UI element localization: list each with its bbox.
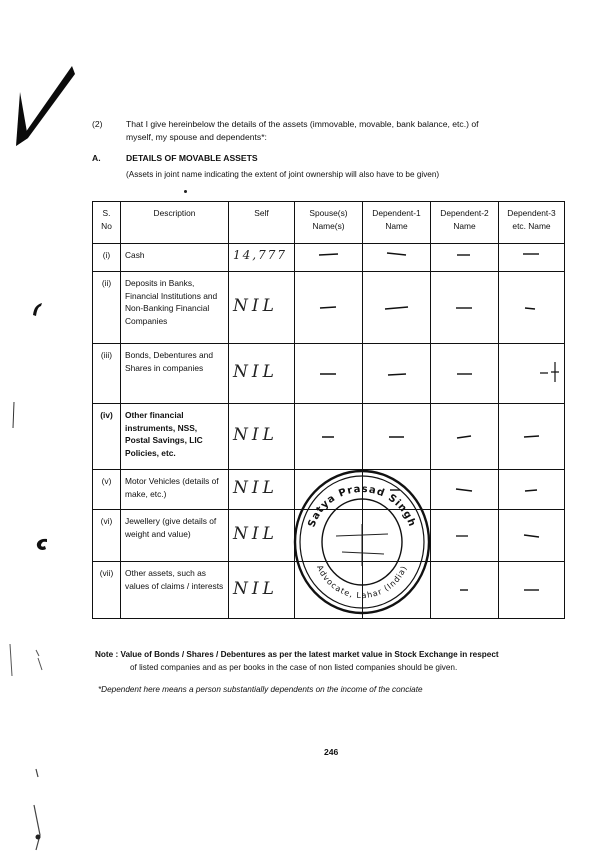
scan-speck — [28, 765, 48, 855]
header-dependent-3: Dependent-3 etc. Name — [499, 202, 565, 244]
row-self-value — [229, 510, 295, 562]
row-description: Jewellery (give details of weight and value) — [121, 510, 229, 562]
row-self-value — [229, 470, 295, 510]
handwritten-self-value: NIL — [233, 362, 278, 383]
table-row — [93, 272, 565, 344]
row-dep1-value — [363, 244, 431, 272]
section-letter: A. — [92, 153, 101, 163]
row-sno: (vi) — [93, 510, 121, 562]
scan-speck — [6, 640, 46, 680]
footnote-dependent: *Dependent here means a person substantially dependents on the income of the conciate — [98, 685, 423, 694]
row-dep2-value — [431, 344, 499, 404]
row-sno: (iii) — [93, 344, 121, 404]
note-line-1: Note : Value of Bonds / Shares / Debentures as per the latest market value in Stock Exchange in respect — [95, 650, 499, 659]
row-spouse-value — [295, 272, 363, 344]
row-dep3-value — [499, 272, 565, 344]
scan-speck — [10, 400, 18, 430]
row-sno: (iv) — [93, 404, 121, 470]
table-row — [93, 244, 565, 272]
handwritten-self-value: NIL — [233, 524, 278, 545]
handwritten-self-value: NIL — [233, 578, 278, 599]
row-sno: (vii) — [93, 562, 121, 619]
row-spouse-value — [295, 344, 363, 404]
row-dep2-value — [431, 470, 499, 510]
para-text-line-2: myself, my spouse and dependents*: — [126, 132, 267, 142]
header-spouse: Spouse(s) Name(s) — [295, 202, 363, 244]
row-sno: (i) — [93, 244, 121, 272]
svg-text:Advocate, Lahar (India) — [315, 564, 409, 600]
row-sno: (ii) — [93, 272, 121, 344]
row-dep2-value — [431, 510, 499, 562]
scan-speck — [30, 300, 44, 318]
para-text-line-1: That I give hereinbelow the details of the assets (immovable, movable, bank balance, etc.) of — [126, 119, 479, 129]
handwritten-self-value: NIL — [233, 296, 278, 317]
handwritten-self-value: NIL — [233, 425, 278, 446]
row-description: Bonds, Debentures and Shares in companies — [121, 344, 229, 404]
row-sno: (v) — [93, 470, 121, 510]
para-number: (2) — [92, 119, 103, 129]
section-title: DETAILS OF MOVABLE ASSETS — [126, 153, 258, 163]
table-row — [93, 404, 565, 470]
row-dep1-value — [363, 404, 431, 470]
row-dep1-value — [363, 344, 431, 404]
row-spouse-value — [295, 404, 363, 470]
header-sno: S. No — [93, 202, 121, 244]
row-description: Other financial instruments, NSS, Postal Savings, LIC Policies, etc. — [121, 404, 229, 470]
note-line-2: of listed companies and as per books in the case of non listed companies should be given. — [130, 663, 458, 672]
row-self-value — [229, 344, 295, 404]
scan-speck — [34, 536, 50, 552]
handwritten-self-value: NIL — [233, 478, 278, 499]
row-dep3-value — [499, 244, 565, 272]
page-number: 246 — [324, 747, 339, 757]
table-row — [93, 344, 565, 404]
row-dep3-value — [499, 562, 565, 619]
row-spouse-value — [295, 244, 363, 272]
table-header-row — [93, 202, 565, 244]
row-dep2-value — [431, 562, 499, 619]
stamp-bottom-text: Advocate, Lahar (India) — [315, 563, 409, 601]
row-description: Motor Vehicles (details of make, etc.) — [121, 470, 229, 510]
row-self-value — [229, 272, 295, 344]
stamp-top-text: Satya Prasad Singh — [306, 483, 418, 529]
row-dep2-value — [431, 272, 499, 344]
row-self-value — [229, 244, 295, 272]
section-subtitle: (Assets in joint name indicating the extent of joint ownership will also have to be given) — [126, 170, 440, 179]
row-dep2-value — [431, 244, 499, 272]
scan-corner-mark — [14, 62, 76, 148]
stray-dot — [184, 190, 187, 193]
handwritten-self-value: 14,777 — [233, 248, 287, 262]
header-description: Description — [121, 202, 229, 244]
row-self-value — [229, 404, 295, 470]
row-dep3-value — [499, 344, 565, 404]
row-description: Other assets, such as values of claims / interests — [121, 562, 229, 619]
header-dependent-2: Dependent-2 Name — [431, 202, 499, 244]
row-dep3-value — [499, 404, 565, 470]
row-dep1-value — [363, 272, 431, 344]
row-dep2-value — [431, 404, 499, 470]
row-description: Cash — [121, 244, 229, 272]
row-description: Deposits in Banks, Financial Institutions and Non-Banking Financial Companies — [121, 272, 229, 344]
row-dep3-value — [499, 470, 565, 510]
header-self: Self — [229, 202, 295, 244]
header-dependent-1: Dependent-1 Name — [363, 202, 431, 244]
advocate-seal-stamp — [292, 468, 432, 616]
row-dep3-value — [499, 510, 565, 562]
row-self-value — [229, 562, 295, 619]
